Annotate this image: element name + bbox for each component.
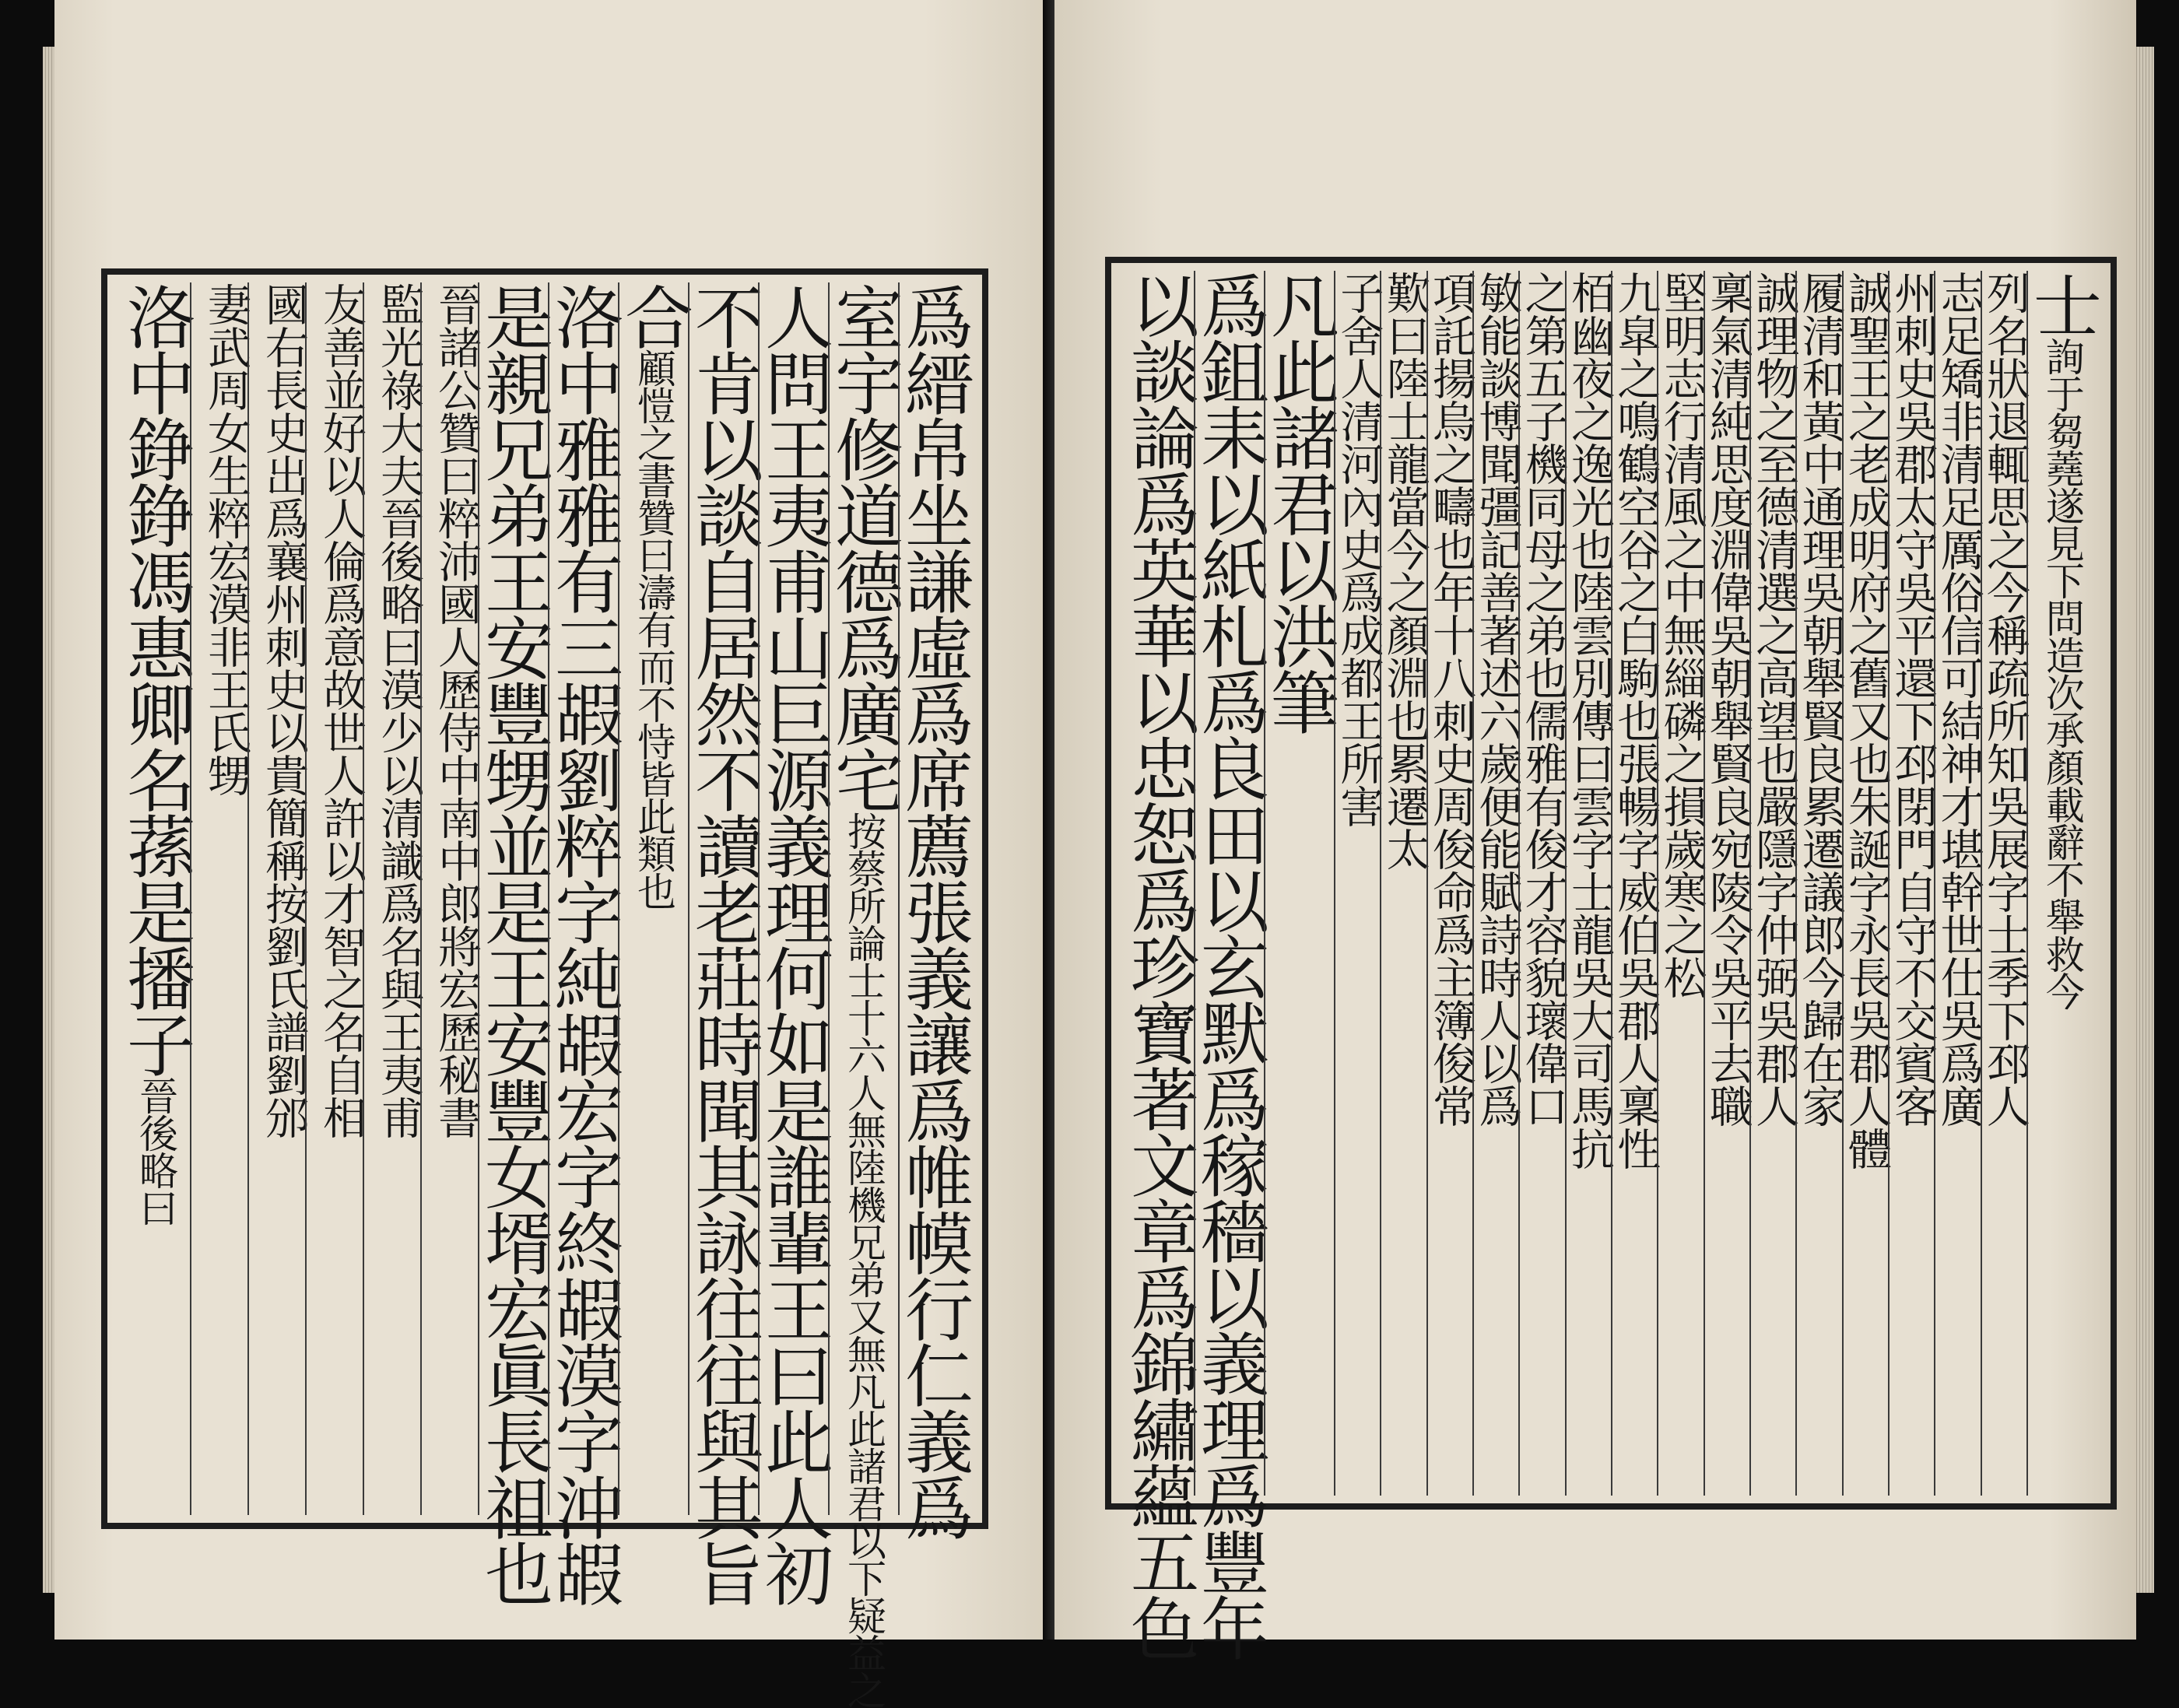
text-column: [2022, 271, 2103, 1496]
text-column: 晉諸公贊曰粹沛國人歷侍中南中郎將宏歷秘書: [420, 282, 478, 1515]
left-page: [54, 0, 1043, 1708]
text-column: 是親兄弟王安豐甥並是王安豐女壻宏眞長祖也: [474, 282, 554, 1605]
text-column: 堅明志行清風之中無緇磷之損歲寒之松: [1657, 271, 1703, 1496]
text-column: 爲鉏耒以紙札爲良田以玄默爲稼穡以義理爲豐年: [1190, 271, 1270, 1660]
text-column: 稟氣清純思度淵偉吳朝舉賢良宛陵令吳平去職: [1704, 271, 1749, 1496]
annotation: 詢于芻蕘遂見下問造次承顏載辭不舉救今: [2039, 337, 2085, 1009]
text-column: [116, 282, 196, 1515]
annotation: 顧愷之書贊曰濤有而不恃皆此類也: [631, 349, 676, 909]
text-column: 列名狀退輒思之今稱疏所知吳展字士季下邳人: [1981, 271, 2026, 1496]
left-columns: [116, 282, 974, 1708]
annotation: 按蔡所論士十六人無陸機兄弟又無凡此諸君以下疑益之: [841, 812, 886, 1708]
text-column: 栢幽夜之逸光也陸雲別傳曰雲字士龍吳大司馬抗: [1565, 271, 1611, 1496]
main-text: 合: [614, 282, 694, 349]
text-column: [824, 282, 904, 1708]
text-column: 凡此諸君以洪筆: [1264, 271, 1334, 1496]
text-column: 州刺史吳郡太守吳平還下邳閉門自守不交賓客: [1888, 271, 1934, 1496]
text-column: 志足矯非清足厲俗信可結神才堪幹世仕吳爲廣: [1934, 271, 1980, 1496]
text-column: 項託揚烏之疇也年十八刺史周俊命爲主簿俊常: [1426, 271, 1472, 1496]
main-text: 室宇修道德爲廣宅: [824, 282, 904, 812]
left-text-frame: [101, 268, 988, 1708]
right-text-frame: [1105, 257, 2117, 1660]
text-column: 國右長史出爲襄州刺史以貴簡稱按劉氏譜劉邠: [247, 282, 305, 1515]
text-column: 以談論爲英華以忠恕爲珍寶著文章爲錦繡蘊五色: [1120, 271, 1200, 1660]
text-column: 監光祿大夫晉後略曰漠少以清識爲名與王夷甫: [363, 282, 420, 1515]
text-column: [614, 282, 694, 1515]
main-text: 洛中錚錚馮惠卿名蓀是播子: [116, 282, 196, 1076]
text-column: 歎曰陸士龍當今之顏淵也累遷太: [1380, 271, 1426, 1496]
text-column: 友善並好以人倫爲意故世人許以才智之名自相: [305, 282, 363, 1515]
main-text: 士: [2022, 271, 2103, 337]
annotation: 晉後略曰: [133, 1076, 178, 1226]
text-column: 人問王夷甫山巨源義理何如是誰輩王曰此人初: [754, 282, 834, 1605]
right-columns: [1120, 271, 2103, 1660]
right-page: [1054, 0, 2136, 1660]
text-column: 洛中雅雅有三嘏劉粹字純嘏宏字終嘏漠字沖嘏: [544, 282, 624, 1605]
text-column: 不肯以談自居然不讀老莊時聞其詠往往與其旨: [684, 282, 764, 1605]
text-column: 誠聖王之老成明府之舊又也朱誕字永長吳郡人體: [1842, 271, 1888, 1496]
text-column: 爲縉帛坐謙虛爲席薦張義讓爲帷幙行仁義爲: [894, 282, 974, 1539]
text-column: 之第五子機同母之弟也儒雅有俊才容貌瓌偉口: [1518, 271, 1564, 1496]
text-column: 子舍人清河內史爲成都王所害: [1334, 271, 1380, 1496]
text-column: 敏能談博聞彊記善著述六歲便能賦詩時人以爲: [1472, 271, 1518, 1496]
text-column: 九皐之鳴鶴空谷之白駒也張暢字威伯吳郡人稟性: [1611, 271, 1657, 1496]
text-column: 履清和黃中通理吳朝舉賢良累遷議郎今歸在家: [1795, 271, 1841, 1496]
text-column: 妻武周女生粹宏漠非王氏甥: [190, 282, 247, 1515]
text-column: 誠理物之至德清選之高望也嚴隱字仲弼吳郡人: [1749, 271, 1795, 1496]
